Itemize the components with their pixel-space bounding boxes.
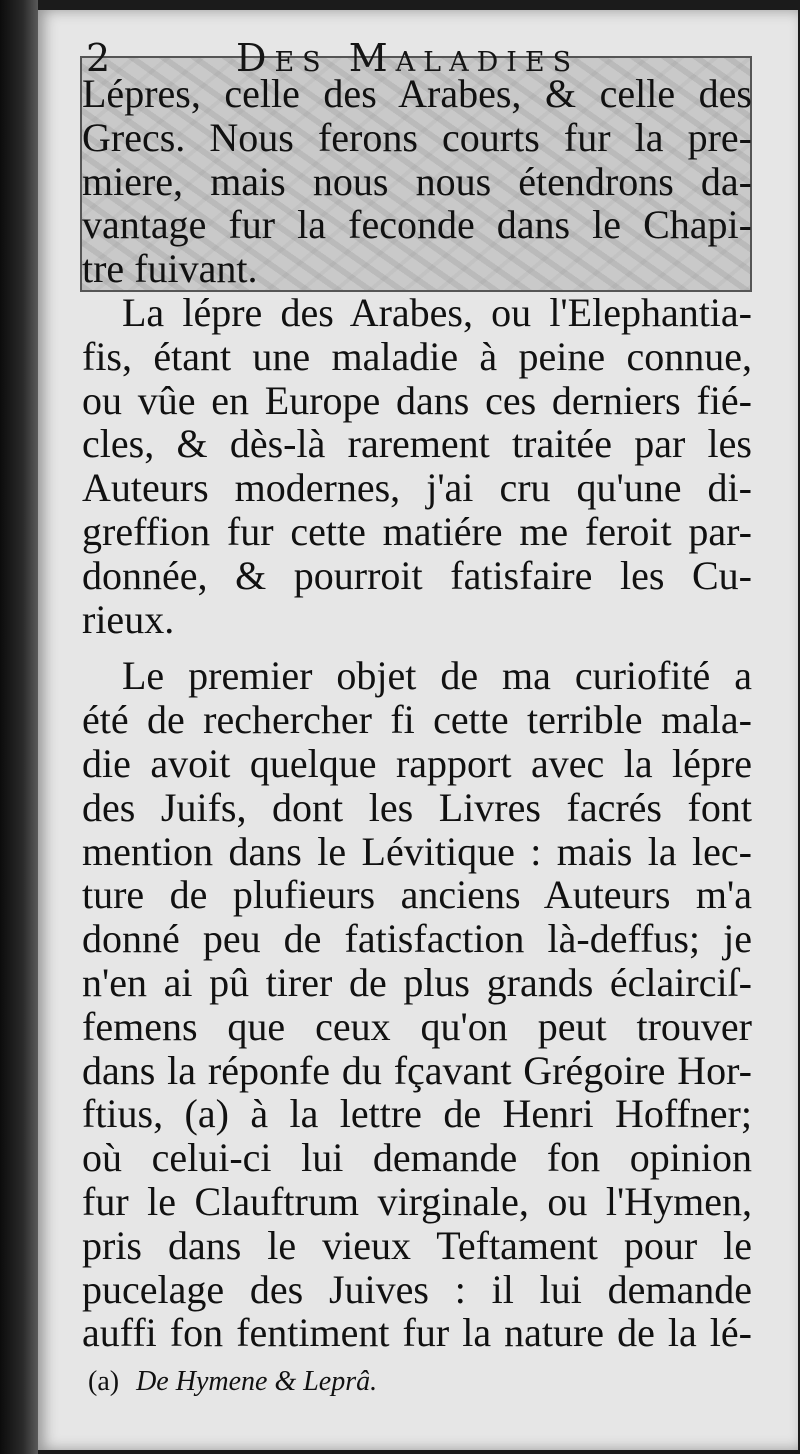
text-line: vantage fur la feconde dans le Chapi- [82,202,752,248]
text-line: auffi fon fentiment fur la nature de la lé- [82,1310,752,1356]
text-line: cles, & dès-là rarement traitée par les [82,421,752,467]
text-line: La lépre des Arabes, ou l'Elephantia- [122,289,752,335]
text-line: Le premier objet de ma curiofité a [122,653,752,699]
header-title: Des Maladies [236,36,580,80]
text-line: donnée, & pourroit fatisfaire les Cu- [82,552,752,598]
text-line: ftius, (a) à la lettre de Henri Hoffner; [82,1091,752,1137]
text-line: tre fuivant. [82,246,258,292]
text-line: die avoit quelque rapport avec la lépre [82,740,752,786]
text-line: des Juifs, dont les Livres facrés font [82,784,752,830]
text-line: dans la réponfe du fçavant Grégoire Hor- [82,1047,752,1093]
footnote-mark: (a) [88,1366,120,1397]
text-line: où celui-ci lui demande fon opinion [82,1135,752,1181]
text-line: ture de plufieurs anciens Auteurs m'a [82,872,752,918]
text-line: Grecs. Nous ferons courts fur la pre- [82,114,752,160]
text-line: été de rechercher fi cette terrible mala- [82,697,752,743]
text-line: rieux. [82,596,175,642]
text-line: pucelage des Juives : il lui demande [82,1266,752,1312]
text-line: Lépres, celle des Arabes, & celle des [82,71,752,116]
footnote-text: De Hymene & Leprâ. [136,1366,378,1397]
text-line: fur le Clauftrum virginale, ou l'Hymen, [82,1178,752,1224]
text-line: donné peu de fatisfaction là-deffus; je [82,916,752,962]
footnote [88,1366,377,1398]
text-line: ou vûe en Europe dans ces derniers fié- [82,377,752,423]
text-line: greffion fur cette matiére me feroit par- [82,508,752,554]
body-text [82,72,752,1355]
text-line: pris dans le vieux Teftament pour le [82,1222,752,1268]
book-gutter-shadow [0,0,38,1454]
text-line: miere, mais nous nous étendrons da- [82,158,752,204]
text-line: Auteurs modernes, j'ai cru qu'une di- [82,465,752,511]
text-line: fis, étant une maladie à peine connue, [82,333,752,379]
text-line: femens que ceux qu'on peut trouver [82,1003,752,1049]
text-line: n'en ai pû tirer de plus grands éclairciſ- [82,959,752,1005]
page-number: 2 [86,36,111,80]
text-line: mention dans le Lévitique : mais la lec- [82,828,752,874]
